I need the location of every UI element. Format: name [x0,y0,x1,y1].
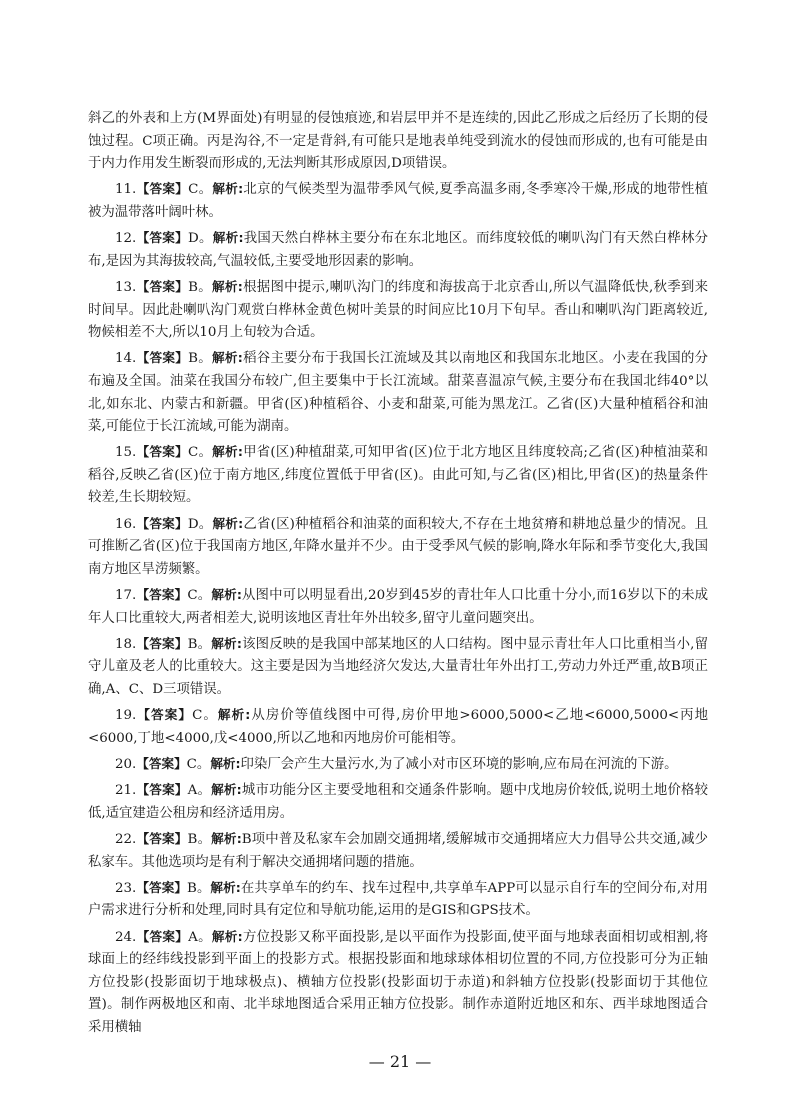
answer-letter: C [188,182,199,198]
analysis-label: 解析 [211,278,238,294]
analysis-text: 印染厂会产生大量污水,为了减小对市区环境的影响,应布局在河流的下游。 [240,756,678,772]
analysis-text: 从房价等值线图中可得,房价甲地>6000,5000<乙地<6000,5000<丙地<6000,丁地<4000,戊<4000,所以乙地和丙地房价可能相等。 [88,708,709,746]
analysis-label: 解析 [210,879,236,895]
item-number: 23. [115,880,137,896]
analysis-label: 解析 [210,755,236,771]
answer-tag: 【答案】 [136,278,189,294]
answer-letter: B [188,351,198,367]
answer-tag: 【答案】 [136,707,193,723]
answer-tag: 【答案】 [136,515,188,531]
answer-letter: D [188,231,199,247]
item-number: 19. [115,708,137,724]
item-number: 14. [115,351,137,367]
answer-letter: B [187,636,198,652]
answer-letter: D [187,516,199,532]
analysis-label: 解析 [217,707,246,723]
answer-tag: 【答案】 [136,782,188,798]
analysis-text: 稻谷主要分布于我国长江流域及其以南地区和我国东北地区。小麦在我国的分布遍及全国。油菜在我国分布较广,但主要集中于长江流域。甜菜喜温凉气候,主要分布在我国北纬40°以北,如东北、内蒙古和新疆。甲省(区)种植稻谷、小麦和甜菜,可能为黑龙江。乙省(区)大量种植稻谷和油菜,可能位于长江流域,可能为湖南。 [88,351,709,435]
item-number: 11. [115,182,137,198]
answer-item: 22.【答案】B。解析:B项中普及私家车会加剧交通拥堵,缓解城市交通拥堵应大力倡导公共交通,减少私家车。其他选项均是有利于解决交通拥堵问题的措施。 [88,830,709,870]
analysis-label: 解析 [212,515,239,531]
analysis-text: 我国天然白桦林主要分布在东北地区。而纬度较低的喇叭沟门有天然白桦林分布,是因为其海拔较高,气温较低,主要受地形因素的影响。 [88,231,709,269]
analysis-label: 解析 [211,830,237,846]
analysis-label: 解析 [211,587,237,603]
answer-item: 24.【答案】A。解析:方位投影又称平面投影,是以平面作为投影面,使平面与地球表面相切或相割,将球面上的经纬线投影到平面上的投影方式。根据投影面和地球球体相切位置的不同,方位投影可分为正轴方位投影(投影面切于地球极点)、横轴方位投影(投影面切于赤道)和斜轴方位投影(投影面切于其他位置)。制作两极地区和南、北半球地图适合采用正轴方位投影。制作赤道附近地区和东、西半球地图适合采用横轴 [88,928,708,1035]
analysis-label: 解析 [211,635,237,651]
answer-tag: 【答案】 [136,755,187,771]
item-number: 15. [115,445,137,461]
answer-tag: 【答案】 [136,181,189,197]
answer-letter: C [187,445,199,461]
item-number: 21. [115,783,137,799]
item-number: 24. [115,929,137,945]
answer-letter: C [192,708,203,724]
analysis-text: 从图中可以明显看出,20岁到45岁的青壮年人口比重十分小,而16岁以下的未成年人口比重较大,两者相差大,说明该地区青壮年外出较多,留守儿童问题突出。 [88,588,709,626]
item-number: 16. [115,516,137,532]
analysis-label: 解析 [212,230,239,246]
answer-tag: 【答案】 [136,830,188,846]
analysis-text: 乙省(区)种植稻谷和油菜的面积较大,不存在土地贫瘠和耕地总量少的情况。且可推断乙省(区)位于我国南方地区,年降水量并不少。由于受季风气候的影响,降水年际和季节变化大,我国南方地区旱涝频繁。 [88,516,709,577]
answer-tag: 【答案】 [136,444,188,460]
item-number: 22. [115,831,137,847]
item-number: 18. [115,636,137,652]
answer-item: 13.【答案】B。解析:根据图中提示,喇叭沟门的纬度和海拔高于北京香山,所以气温降低快,秋季到来时间早。因此赴喇叭沟门观赏白桦林金黄色树叶美景的时间应比10月下旬早。香山和喇叭沟门距离较近,物候相差不大,所以10月上旬较为合适。 [88,278,709,341]
answer-letter: B [187,880,197,896]
answer-item: 20.【答案】C。解析:印染厂会产生大量污水,为了减小对市区环境的影响,应布局在河流的下游。 [115,755,678,772]
analysis-text: 方位投影又称平面投影,是以平面作为投影面,使平面与地球表面相切或相割,将球面上的经纬线投影到平面上的投影方式。根据投影面和地球球体相切位置的不同,方位投影可分为正轴方位投影(投影面切于地球极点)、横轴方位投影(投影面切于赤道)和斜轴方位投影(投影面切于其他位置)。制作两极地区和南、北半球地图适合采用正轴方位投影。制作赤道附近地区和东、西半球地图适合采用横轴 [88,929,708,1035]
answer-item: 19.【答案】C。解析:从房价等值线图中可得,房价甲地>6000,5000<乙地<6000,5000<丙地<6000,丁地<4000,戊<4000,所以乙地和丙地房价可能相等。 [88,707,709,746]
answer-item: 15.【答案】C。解析:甲省(区)种植甜菜,可知甲省(区)位于北方地区且纬度较高;乙省(区)种植油菜和稻谷,反映乙省(区)位于南方地区,纬度位置低于甲省(区)。由此可知,与乙省(区)相比,甲省(区)的热量条件较差,生长期较短。 [88,444,709,506]
answer-tag: 【答案】 [136,928,189,944]
answer-item: 23.【答案】B。解析:在共享单车的约车、找车过程中,共享单车APP可以显示自行车的空间分布,对用户需求进行分析和处理,同时具有定位和导航功能,运用的是GIS和GPS技术。 [88,879,709,919]
answer-item: 21.【答案】A。解析:城市功能分区主要受地租和交通条件影响。题中戊地房价较低,说明土地价格较低,适宜建造公租房和经济适用房。 [88,782,709,821]
analysis-text: 该图反映的是我国中部某地区的人口结构。图中显示青壮年人口比重相当小,留守儿童及老人的比重较大。这主要是因为当地经济欠发达,大量青壮年外出打工,劳动力外迁严重,故B项正确,A、C、D三项错误。 [88,636,709,697]
item-number: 20. [115,756,137,772]
analysis-label: 解析 [212,444,238,460]
answer-list [88,178,708,1039]
document-page [88,108,708,1042]
answer-letter: B [188,279,198,295]
analysis-label: 解析 [211,782,237,798]
page-number: — 21 — [368,1052,432,1071]
analysis-text: 根据图中提示,喇叭沟门的纬度和海拔高于北京香山,所以气温降低快,秋季到来时间早。因此赴喇叭沟门观赏白桦林金黄色树叶美景的时间应比10月下旬早。香山和喇叭沟门距离较近,物候相差不大,所以10月上旬较为合适。 [88,279,709,341]
answer-item: 11.【答案】C。解析:北京的气候类型为温带季风气候,夏季高温多雨,冬季寒冷干燥,形成的地带性植被为温带落叶阔叶林。 [88,181,709,220]
item-number: 17. [115,588,137,604]
answer-letter: C [187,588,198,604]
answer-tag: 【答案】 [136,879,188,895]
analysis-text: B项中普及私家车会加剧交通拥堵,缓解城市交通拥堵应大力倡导公共交通,减少私家车。其他选项均是有利于解决交通拥堵问题的措施。 [88,831,709,870]
answer-letter: A [187,783,198,799]
analysis-label: 解析 [212,181,239,197]
answer-item: 14.【答案】B。解析:稻谷主要分布于我国长江流域及其以南地区和我国东北地区。小麦在我国的分布遍及全国。油菜在我国分布较广,但主要集中于长江流域。甜菜喜温凉气候,主要分布在我国北纬40°以北,如东北、内蒙古和新疆。甲省(区)种植稻谷、小麦和甜菜,可能为黑龙江。乙省(区)大量种植稻谷和油菜,可能位于长江流域,可能为湖南。 [88,350,709,435]
answer-item: 18.【答案】B。解析:该图反映的是我国中部某地区的人口结构。图中显示青壮年人口比重相当小,留守儿童及老人的比重较大。这主要是因为当地经济欠发达,大量青壮年外出打工,劳动力外迁严重,故B项正确,A、C、D三项错误。 [88,635,709,697]
analysis-text: 城市功能分区主要受地租和交通条件影响。题中戊地房价较低,说明土地价格较低,适宜建造公租房和经济适用房。 [88,783,709,821]
analysis-text: 在共享单车的约车、找车过程中,共享单车APP可以显示自行车的空间分布,对用户需求进行分析和处理,同时具有定位和导航功能,运用的是GIS和GPS技术。 [88,880,709,919]
analysis-text: 甲省(区)种植甜菜,可知甲省(区)位于北方地区且纬度较高;乙省(区)种植油菜和稻谷,反映乙省(区)位于南方地区,纬度位置低于甲省(区)。由此可知,与乙省(区)相比,甲省(区)的热量条件较差,生长期较短。 [88,445,709,506]
answer-tag: 【答案】 [136,587,188,603]
continuation-paragraph: 斜乙的外表和上方(M界面处)有明显的侵蚀痕迹,和岩层甲并不是连续的,因此乙形成之后经历了长期的侵蚀过程。C项正确。丙是沟谷,不一定是背斜,有可能只是地表单纯受到流水的侵蚀而形成的,也有可能是由于内力作用发生断裂而形成的,无法判断其形成原因,D项错误。 [88,111,708,172]
item-number: 12. [115,231,137,247]
analysis-text: 北京的气候类型为温带季风气候,夏季高温多雨,冬季寒冷干燥,形成的地带性植被为温带落叶阔叶林。 [88,182,709,220]
answer-letter: B [187,831,198,847]
answer-item: 12.【答案】D。解析:我国天然白桦林主要分布在东北地区。而纬度较低的喇叭沟门有天然白桦林分布,是因为其海拔较高,气温较低,主要受地形因素的影响。 [88,230,709,269]
answer-letter: A [188,929,198,945]
answer-item: 16.【答案】D。解析:乙省(区)种植稻谷和油菜的面积较大,不存在土地贫瘠和耕地总量少的情况。且可推断乙省(区)位于我国南方地区,年降水量并不少。由于受季风气候的影响,降水年际和季节变化大,我国南方地区旱涝频繁。 [88,515,709,577]
analysis-label: 解析 [211,350,238,366]
answer-tag: 【答案】 [136,350,189,366]
item-number: 13. [115,279,137,295]
answer-tag: 【答案】 [136,230,189,246]
answer-item: 17.【答案】C。解析:从图中可以明显看出,20岁到45岁的青壮年人口比重十分小,而16岁以下的未成年人口比重较大,两者相差大,说明该地区青壮年外出较多,留守儿童问题突出。 [88,587,709,626]
analysis-label: 解析 [211,928,238,944]
answer-letter: C [186,756,197,772]
answer-tag: 【答案】 [136,635,188,651]
